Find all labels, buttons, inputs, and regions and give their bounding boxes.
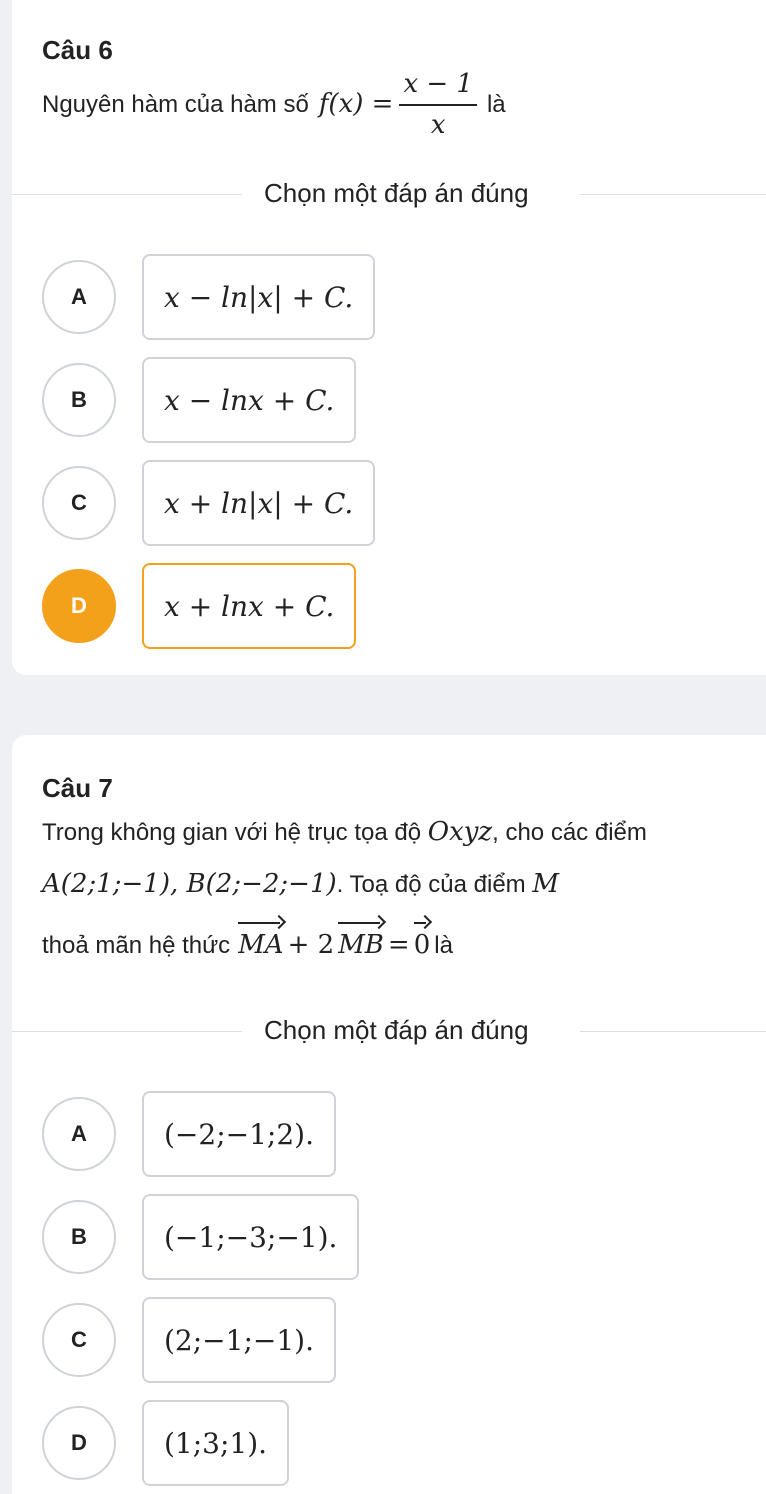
- line1-suffix: , cho các điểm: [492, 819, 647, 846]
- option-d[interactable]: [42, 1406, 742, 1492]
- points-expression: A(2;1;−1), B(2;−2;−1): [42, 869, 337, 899]
- option-text: (2;−1;−1).: [164, 1323, 314, 1357]
- line3-prefix: thoả mãn hệ thức: [42, 932, 231, 960]
- line3-suffix: là: [434, 932, 453, 960]
- option-text: x − ln|x| + C.: [164, 280, 354, 314]
- fraction-numerator: x − 1: [399, 69, 477, 106]
- question-title: Câu 6: [42, 35, 113, 65]
- option-answer[interactable]: [142, 1297, 336, 1383]
- option-answer[interactable]: [142, 460, 375, 546]
- plus-two: + 2: [287, 929, 335, 960]
- option-letter[interactable]: A: [42, 260, 116, 334]
- option-c[interactable]: [42, 1303, 742, 1389]
- question-title: Câu 7: [42, 773, 113, 803]
- option-b[interactable]: [42, 363, 742, 449]
- line1-prefix: Trong không gian với hệ trục tọa độ: [42, 819, 422, 846]
- prompt-suffix: là: [486, 90, 506, 118]
- option-answer[interactable]: [142, 1091, 336, 1177]
- option-answer[interactable]: [142, 1194, 359, 1280]
- option-letter[interactable]: C: [42, 1303, 116, 1377]
- option-letter[interactable]: C: [42, 466, 116, 540]
- coordinate-system: Oxyz: [427, 817, 493, 847]
- vector-mb-label: MB: [338, 929, 384, 960]
- choose-label: Chọn một đáp án đúng: [264, 1015, 529, 1045]
- prompt-prefix: Nguyên hàm của hàm số: [42, 90, 309, 118]
- option-text: x + ln|x| + C.: [164, 486, 354, 520]
- question-prompt: [42, 60, 506, 150]
- option-text: x − lnx + C.: [164, 383, 335, 417]
- equals: =: [387, 929, 410, 960]
- point-m: M: [532, 869, 559, 899]
- question-line-1: [42, 817, 647, 848]
- option-text: (1;3;1).: [164, 1426, 268, 1460]
- vector-mb: [338, 916, 384, 961]
- fraction: [399, 69, 477, 141]
- option-c[interactable]: [42, 466, 742, 552]
- question-card-7: [12, 735, 766, 1494]
- option-a[interactable]: [42, 1097, 742, 1183]
- option-letter[interactable]: B: [42, 363, 116, 437]
- option-letter[interactable]: B: [42, 1200, 116, 1274]
- option-a[interactable]: [42, 260, 742, 346]
- fraction-denominator: x: [430, 110, 446, 140]
- question-card-6: [12, 0, 766, 675]
- vector-zero-label: 0: [413, 929, 431, 960]
- vector-ma: [238, 916, 283, 961]
- choose-divider: [12, 174, 766, 214]
- option-answer[interactable]: [142, 357, 356, 443]
- option-text: x + lnx + C.: [164, 589, 335, 623]
- option-text: (−1;−3;−1).: [164, 1220, 338, 1254]
- option-letter[interactable]: A: [42, 1097, 116, 1171]
- vector-zero: [414, 916, 431, 961]
- option-b[interactable]: [42, 1200, 742, 1286]
- function-expression: f(x) =: [318, 89, 394, 120]
- option-letter[interactable]: D: [42, 1406, 116, 1480]
- option-text: (−2;−1;2).: [164, 1117, 314, 1151]
- question-line-3: [42, 911, 453, 961]
- option-d[interactable]: [42, 569, 742, 655]
- option-letter[interactable]: D: [42, 569, 116, 643]
- choose-label: Chọn một đáp án đúng: [264, 178, 529, 208]
- option-answer[interactable]: [142, 254, 375, 340]
- vector-ma-label: MA: [238, 929, 284, 960]
- choose-divider: [12, 1011, 766, 1051]
- option-answer[interactable]: [142, 563, 356, 649]
- option-answer[interactable]: [142, 1400, 289, 1486]
- question-line-2: [42, 869, 559, 900]
- line2-suffix: . Toạ độ của điểm: [336, 871, 526, 898]
